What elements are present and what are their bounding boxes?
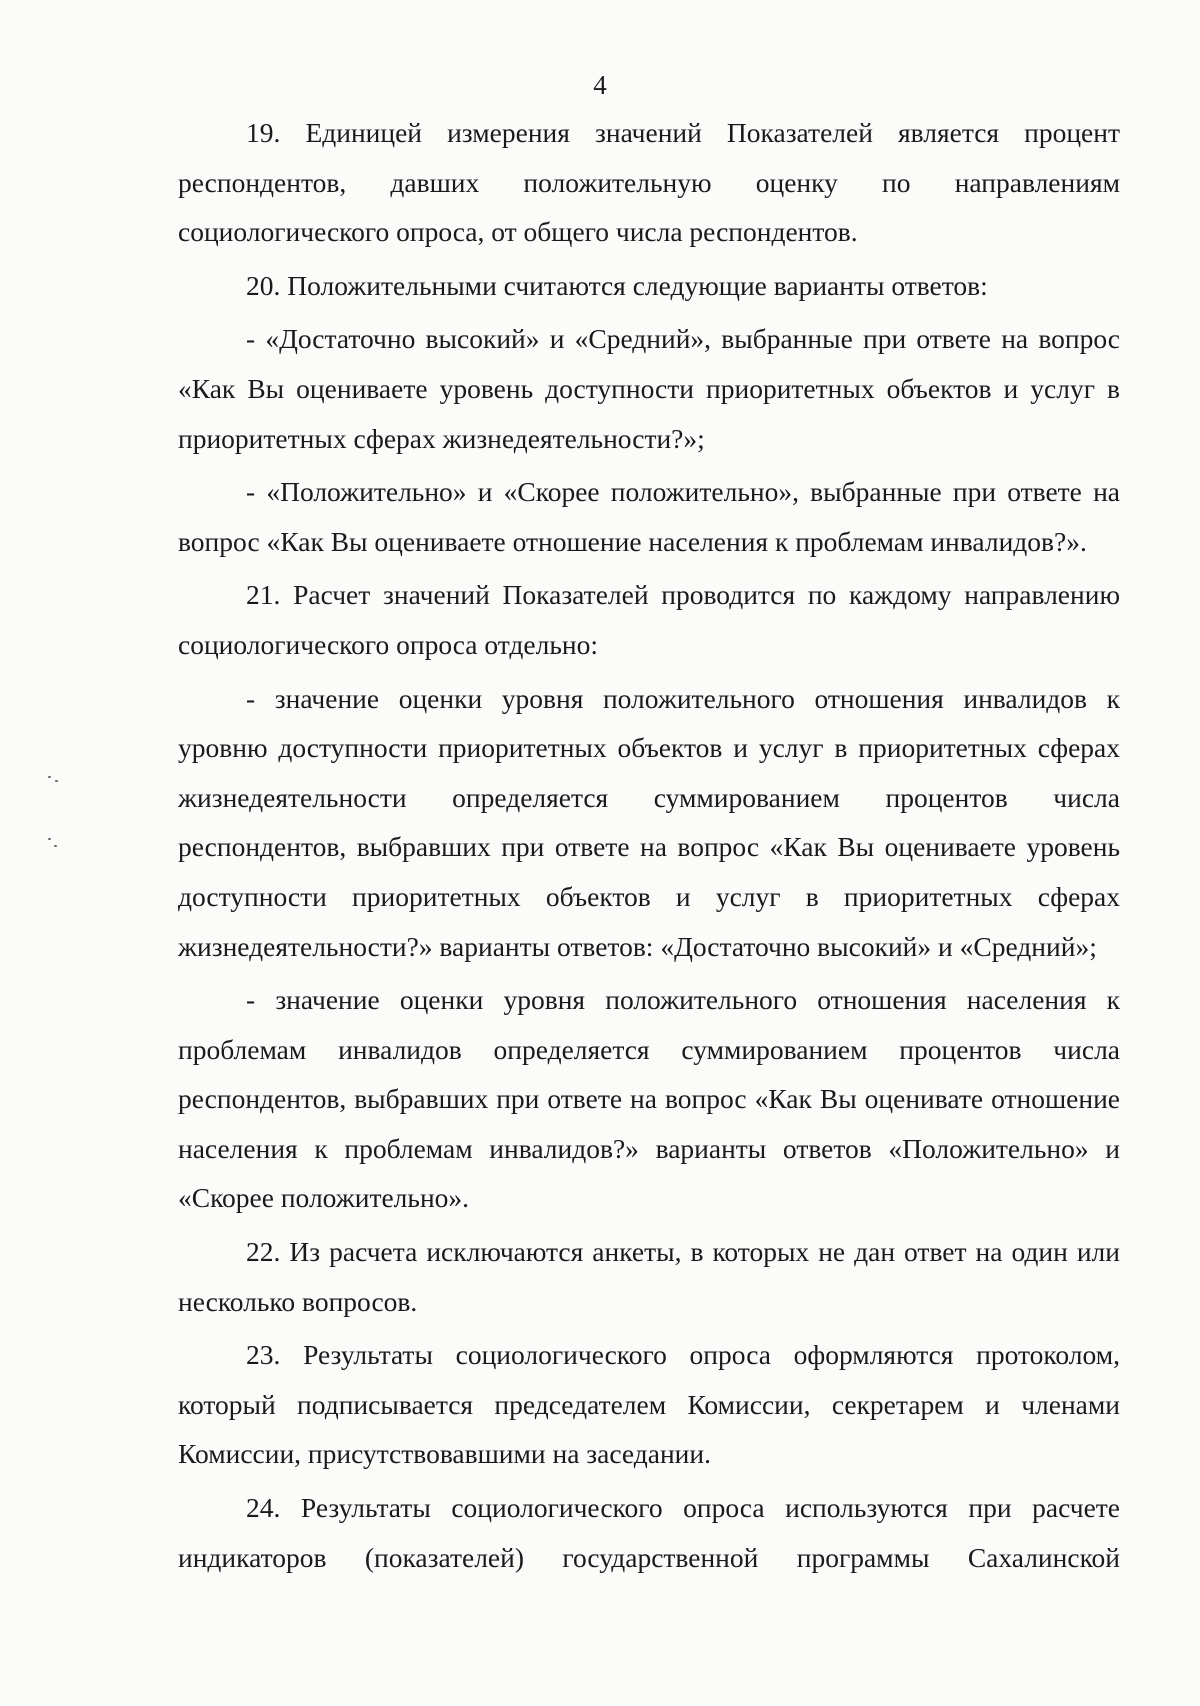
- paragraph-24: 24. Результаты социологического опроса используются при расчете индикаторов (показателей) государственной программы Сахалинской: [178, 1492, 1120, 1573]
- paragraph-20-item-1: - «Достаточно высокий» и «Средний», выбранные при ответе на вопрос «Как Вы оцениваете уровень доступности приоритетных объектов и услуг в приоритетных сферах жизнедеятельности?»;: [178, 323, 1120, 454]
- paragraph-21: 21. Расчет значений Показателей проводится по каждому направлению социологического опроса отдельно:: [178, 579, 1120, 660]
- paragraph-23: 23. Результаты социологического опроса оформляются протоколом, который подписывается председателем Комиссии, секретарем и членами Комиссии, присутствовавшими на заседании.: [178, 1339, 1120, 1470]
- scan-speck: [55, 780, 58, 782]
- paragraph-21-item-2: - значение оценки уровня положительного отношения населения к проблемам инвалидов определяется суммированием процентов числа респондентов, выбравших при ответе на вопрос «Как Вы оценивате отношение населения к проблемам инвалидов?» варианты ответов «Положительно» и «Скорее положительно».: [178, 984, 1120, 1214]
- paragraph-22: 22. Из расчета исключаются анкеты, в которых не дан ответ на один или несколько вопросов.: [178, 1236, 1120, 1317]
- scan-speck: [48, 838, 51, 840]
- page-number: 4: [593, 70, 607, 100]
- document-body: [178, 108, 1120, 1586]
- paragraph-21-item-1: - значение оценки уровня положительного отношения инвалидов к уровню доступности приоритетных объектов и услуг в приоритетных сферах жизнедеятельности определяется суммированием процентов числа респондентов, выбравших при ответе на вопрос «Как Вы оцениваете уровень доступности приоритетных объектов и услуг в приоритетных сферах жизнедеятельности?» варианты ответов: «Достаточно высокий» и «Средний»;: [178, 682, 1120, 962]
- paragraph-19: 19. Единицей измерения значений Показателей является процент респондентов, давших положительную оценку по направлениям социологического опроса, от общего числа респондентов.: [178, 117, 1120, 248]
- paragraph-20-item-2: - «Положительно» и «Скорее положительно», выбранные при ответе на вопрос «Как Вы оцениваете отношение населения к проблемам инвалидов?».: [178, 476, 1120, 557]
- scan-speck: [48, 776, 51, 778]
- scan-speck: [54, 845, 57, 847]
- paragraph-20: 20. Положительными считаются следующие варианты ответов:: [246, 269, 988, 301]
